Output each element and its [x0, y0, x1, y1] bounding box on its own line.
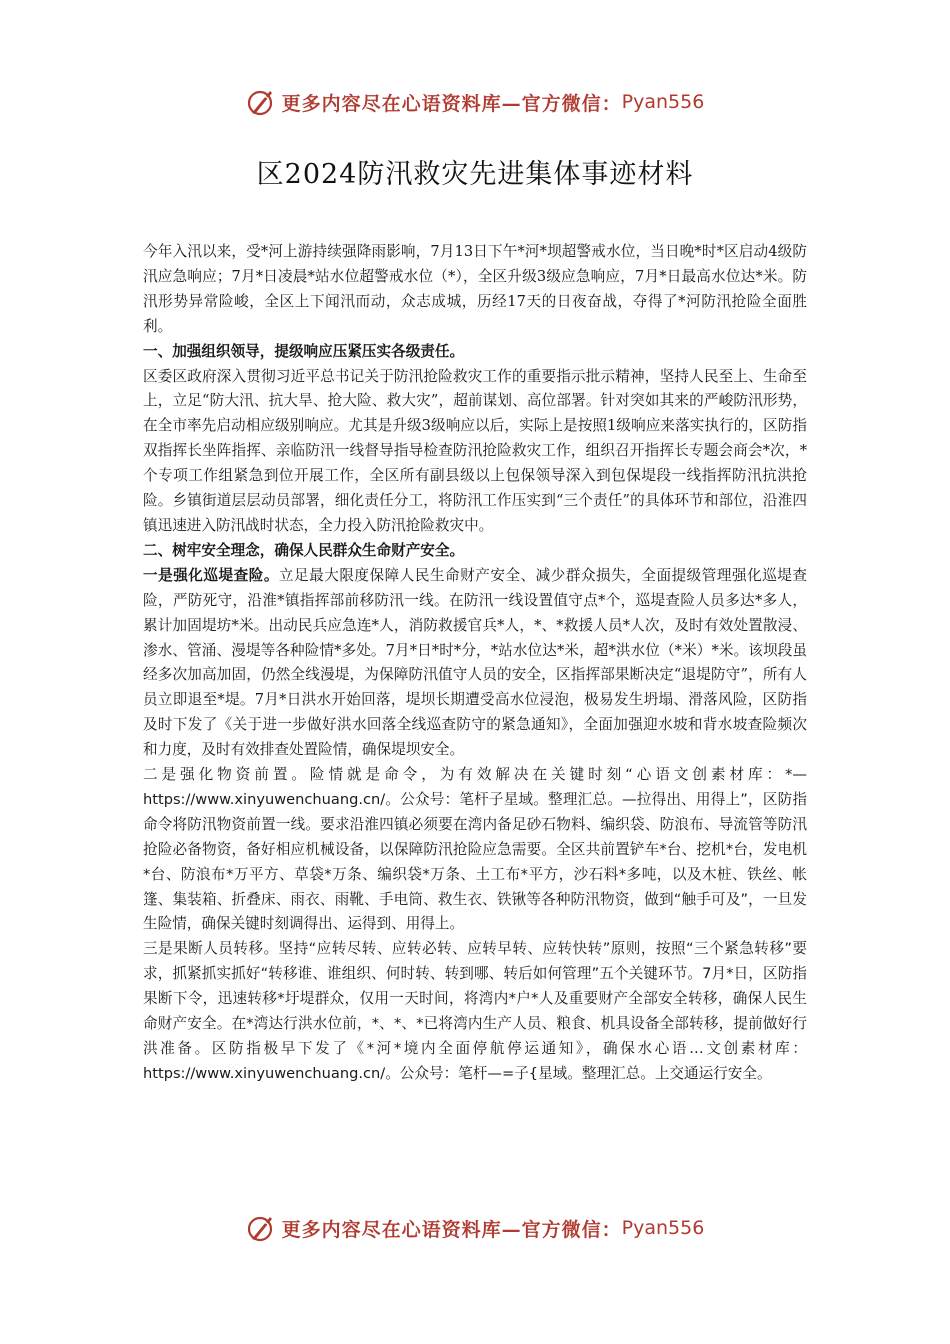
document-body: [143, 240, 807, 1087]
paragraph-body: 立足最大限度保障人民生命财产安全、减少群众损失，全面提级管理强化巡堤查险，严防死守，沿淮*镇指挥部前移防汛一线。在防汛一线设置值守点*个，巡堤查险人员多达*多人，累计加固堤坊*米。出动民兵应急连*人，消防救援官兵*人，*、*救援人员*人次，及时有效处置散浸、渗水、管涌、漫堤等各种险情*多处。7月*日*时*分，*站水位达*米，超*洪水位（*米）*米。该坝段虽经多次加高加固，仍然全线漫堤，为保障防汛值守人员的安全，区指挥部果断决定“退堤防守”，所有人员立即退至*堤。7月*日洪水开始回落，堤坝长期遭受高水位浸泡，极易发生坍塌、滑落风险，区防指及时下发了《关于进一步做好洪水回落全线巡查防守的紧急通知》，全面加强迎水坡和背水坡查险频次和力度，及时有效排查处置险情，确保堤坝安全。: [143, 566, 807, 759]
intro-paragraph: 今年入汛以来，受*河上游持续强降雨影响，7月13日下午*河*坝超警戒水位，当日晚*时*区启动4级防汛应急响应；7月*日凌晨*站水位超警戒水位（*），全区升级3级应急响应，7月*日最高水位达*米。防汛形势异常险峻，全区上下闻汛而动，众志成城，历经17天的日夜奋战，夺得了*河防汛抢险全面胜利。: [143, 243, 807, 335]
banner-wechat-id: Pyan556: [621, 1217, 705, 1239]
banner-wechat-id: Pyan556: [621, 91, 705, 113]
quill-pen-icon: [246, 87, 276, 117]
section-2-paragraph-3: 三是果断人员转移。坚持“应转尽转、应转必转、应转早转、应转快转”原则，按照“三个紧急转移”要求，抓紧抓实抓好“转移谁、谁组织、何时转、转到哪、转后如何管理”五个关键环节。7月*日，区防指果断下令，迅速转移*圩堤群众，仅用一天时间，将湾内*户*人及重要财产全部安全转移，确保人民生命财产安全。在*湾达行洪水位前，*、*、*已将湾内生产人员、粮食、机具设备全部转移，提前做好行洪准备。区防指极早下发了《*河*境内全面停航停运通知》，确保水心语…文创素材库：https://www.xinyuwenchuang.cn/。公众号：笔杆—=子{星域。整理汇总。上交通运行安全。: [143, 940, 807, 1082]
section-2-paragraph-2: 二是强化物资前置。险情就是命令，为有效解决在关键时刻“心语文创素材库：*—https://www.xinyuwenchuang.cn/。公众号：笔杆子星域。整理汇总。—拉得出、用得上”，区防指命令将防汛物资前置一线。要求沿淮四镇必须要在湾内备足砂石物料、编织袋、防浪布、导流管等防汛抢险必备物资，备好相应机械设备，以保障防汛抢险应急需要。全区共前置铲车*台、挖机*台，发电机*台、防浪布*万平方、草袋*万条、编织袋*万条、土工布*平方，沙石料*多吨，以及木桩、铁丝、帐篷、集装箱、折叠床、雨衣、雨靴、手电筒、救生衣、铁锹等各种防汛物资，做到“触手可及”，一旦发生险情，确保关键时刻调得出、运得到、用得上。: [143, 766, 807, 933]
banner-text: 更多内容尽在心语资料库—官方微信：: [281, 92, 622, 115]
section-1-paragraph: 区委区政府深入贯彻习近平总书记关于防汛抢险救灾工作的重要指示批示精神，坚持人民至上、生命至上，立足“防大汛、抗大旱、抢大险、救大灾”，超前谋划、高位部署。针对突如其来的严峻防汛形势，在全市率先启动相应级别响应。尤其是升级3级响应以后，实际上是按照1级响应来落实执行的，区防指双指挥长坐阵指挥、亲临防汛一线督导指导检查防汛抢险救灾工作，组织召开指挥长专题会商会*次，*个专项工作组紧急到位开展工作，全区所有副县级以上包保领导深入到包保堤段一线指挥防汛抗洪抢险。乡镇街道层层动员部署，细化责任分工，将防汛工作压实到“三个责任”的具体环节和部位，沿淮四镇迅速进入防汛战时状态，全力投入防汛抢险救灾中。: [143, 367, 807, 534]
quill-pen-icon: [246, 1213, 276, 1243]
document-title: 区2024防汛救灾先进集体事迹材料: [256, 159, 694, 190]
header-banner: [0, 82, 950, 122]
section-2-paragraph-1: [143, 564, 807, 763]
banner-text: 更多内容尽在心语资料库—官方微信：: [281, 1218, 622, 1241]
section-heading-1: 一、加强组织领导，提级响应压紧压实各级责任。: [143, 342, 465, 360]
section-heading-2: 二、树牢安全理念，确保人民群众生命财产安全。: [143, 541, 465, 559]
paragraph-lead: 一是强化巡堤查险。: [143, 566, 279, 584]
footer-banner: [0, 1208, 950, 1248]
